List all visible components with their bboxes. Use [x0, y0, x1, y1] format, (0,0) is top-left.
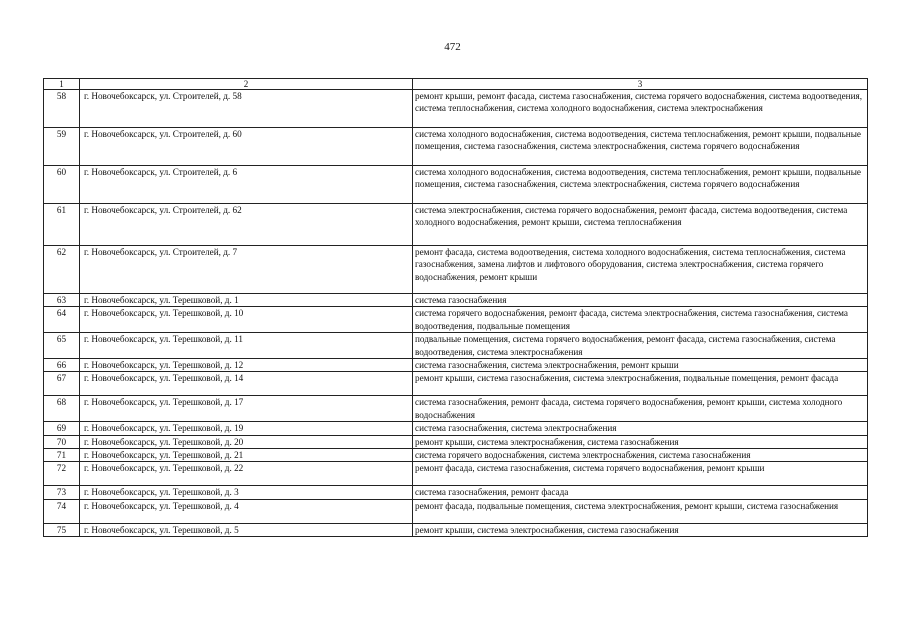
table-row — [44, 333, 868, 359]
row-number: 64 — [44, 307, 80, 333]
row-address: г. Новочебоксарск, ул. Терешковой, д. 1 — [80, 294, 413, 307]
row-number: 59 — [44, 128, 80, 166]
row-number: 69 — [44, 422, 80, 435]
row-works: система холодного водоснабжения, система водоотведения, система теплоснабжения, ремонт крыши, подвальные помещения, система газоснабжения, система электроснабжения, система горячего водоснабжения — [413, 128, 868, 166]
row-address: г. Новочебоксарск, ул. Терешковой, д. 10 — [80, 307, 413, 333]
row-works: ремонт крыши, система электроснабжения, система газоснабжения — [413, 523, 868, 536]
row-works: система горячего водоснабжения, система электроснабжения, система газоснабжения — [413, 449, 868, 462]
table-row — [44, 372, 868, 396]
row-address: г. Новочебоксарск, ул. Строителей, д. 6 — [80, 166, 413, 204]
row-works: система газоснабжения, ремонт фасада, система горячего водоснабжения, ремонт крыши, система холодного водоснабжения — [413, 396, 868, 422]
row-works: система газоснабжения, ремонт фасада — [413, 486, 868, 499]
table-row — [44, 294, 868, 307]
table-row — [44, 128, 868, 166]
row-number: 65 — [44, 333, 80, 359]
column-header-3: 3 — [413, 79, 868, 90]
table-row — [44, 462, 868, 486]
header-row — [44, 79, 868, 90]
row-number: 72 — [44, 462, 80, 486]
row-address: г. Новочебоксарск, ул. Терешковой, д. 14 — [80, 372, 413, 396]
objects-table — [43, 78, 868, 537]
row-works: ремонт фасада, подвальные помещения, система электроснабжения, ремонт крыши, система газоснабжения — [413, 499, 868, 523]
row-address: г. Новочебоксарск, ул. Строителей, д. 58 — [80, 90, 413, 128]
row-number: 62 — [44, 246, 80, 294]
row-works: система газоснабжения — [413, 294, 868, 307]
table-row — [44, 307, 868, 333]
row-address: г. Новочебоксарск, ул. Терешковой, д. 19 — [80, 422, 413, 435]
table-row — [44, 499, 868, 523]
row-number: 71 — [44, 449, 80, 462]
table-row — [44, 204, 868, 246]
row-works: система горячего водоснабжения, ремонт фасада, система электроснабжения, система газоснабжения, система водоотведения, подвальные помещения — [413, 307, 868, 333]
row-works: система газоснабжения, система электроснабжения, ремонт крыши — [413, 359, 868, 372]
row-address: г. Новочебоксарск, ул. Терешковой, д. 22 — [80, 462, 413, 486]
row-number: 74 — [44, 499, 80, 523]
row-number: 68 — [44, 396, 80, 422]
column-header-2: 2 — [80, 79, 413, 90]
page-number: 472 — [444, 41, 461, 53]
table-row — [44, 449, 868, 462]
table-row — [44, 396, 868, 422]
row-number: 67 — [44, 372, 80, 396]
row-number: 73 — [44, 486, 80, 499]
row-works: ремонт крыши, ремонт фасада, система газоснабжения, система горячего водоснабжения, система водоотведения, система теплоснабжения, система холодного водоснабжения, система электроснабжения — [413, 90, 868, 128]
row-address: г. Новочебоксарск, ул. Терешковой, д. 20 — [80, 435, 413, 448]
row-number: 70 — [44, 435, 80, 448]
row-works: ремонт фасада, система газоснабжения, система горячего водоснабжения, ремонт крыши — [413, 462, 868, 486]
row-address: г. Новочебоксарск, ул. Терешковой, д. 5 — [80, 523, 413, 536]
table-row — [44, 422, 868, 435]
row-address: г. Новочебоксарск, ул. Строителей, д. 7 — [80, 246, 413, 294]
table-row — [44, 486, 868, 499]
row-number: 63 — [44, 294, 80, 307]
row-address: г. Новочебоксарск, ул. Терешковой, д. 17 — [80, 396, 413, 422]
row-number: 60 — [44, 166, 80, 204]
row-number: 66 — [44, 359, 80, 372]
table-row — [44, 90, 868, 128]
row-address: г. Новочебоксарск, ул. Терешковой, д. 4 — [80, 499, 413, 523]
table-row — [44, 523, 868, 536]
table-row — [44, 435, 868, 448]
row-works: ремонт крыши, система газоснабжения, система электроснабжения, подвальные помещения, ремонт фасада — [413, 372, 868, 396]
row-address: г. Новочебоксарск, ул. Терешковой, д. 12 — [80, 359, 413, 372]
row-address: г. Новочебоксарск, ул. Строителей, д. 62 — [80, 204, 413, 246]
table-row — [44, 246, 868, 294]
row-address: г. Новочебоксарск, ул. Терешковой, д. 21 — [80, 449, 413, 462]
row-works: ремонт крыши, система электроснабжения, система газоснабжения — [413, 435, 868, 448]
table-row — [44, 359, 868, 372]
row-works: система электроснабжения, система горячего водоснабжения, ремонт фасада, система водоотведения, система холодного водоснабжения, ремонт крыши, система теплоснабжения — [413, 204, 868, 246]
row-address: г. Новочебоксарск, ул. Терешковой, д. 11 — [80, 333, 413, 359]
row-works: ремонт фасада, система водоотведения, система холодного водоснабжения, система теплоснабжения, система газоснабжения, замена лифтов и лифтового оборудования, система электроснабжения, система горячего водоснабжения, ремонт крыши — [413, 246, 868, 294]
column-header-1: 1 — [44, 79, 80, 90]
row-number: 75 — [44, 523, 80, 536]
row-address: г. Новочебоксарск, ул. Строителей, д. 60 — [80, 128, 413, 166]
table-row — [44, 166, 868, 204]
row-number: 61 — [44, 204, 80, 246]
row-works: система холодного водоснабжения, система водоотведения, система теплоснабжения, ремонт крыши, подвальные помещения, система газоснабжения, система электроснабжения, система горячего водоснабжения — [413, 166, 868, 204]
row-address: г. Новочебоксарск, ул. Терешковой, д. 3 — [80, 486, 413, 499]
row-number: 58 — [44, 90, 80, 128]
row-works: система газоснабжения, система электроснабжения — [413, 422, 868, 435]
row-works: подвальные помещения, система горячего водоснабжения, ремонт фасада, система газоснабжения, система водоотведения, система электроснабжения — [413, 333, 868, 359]
